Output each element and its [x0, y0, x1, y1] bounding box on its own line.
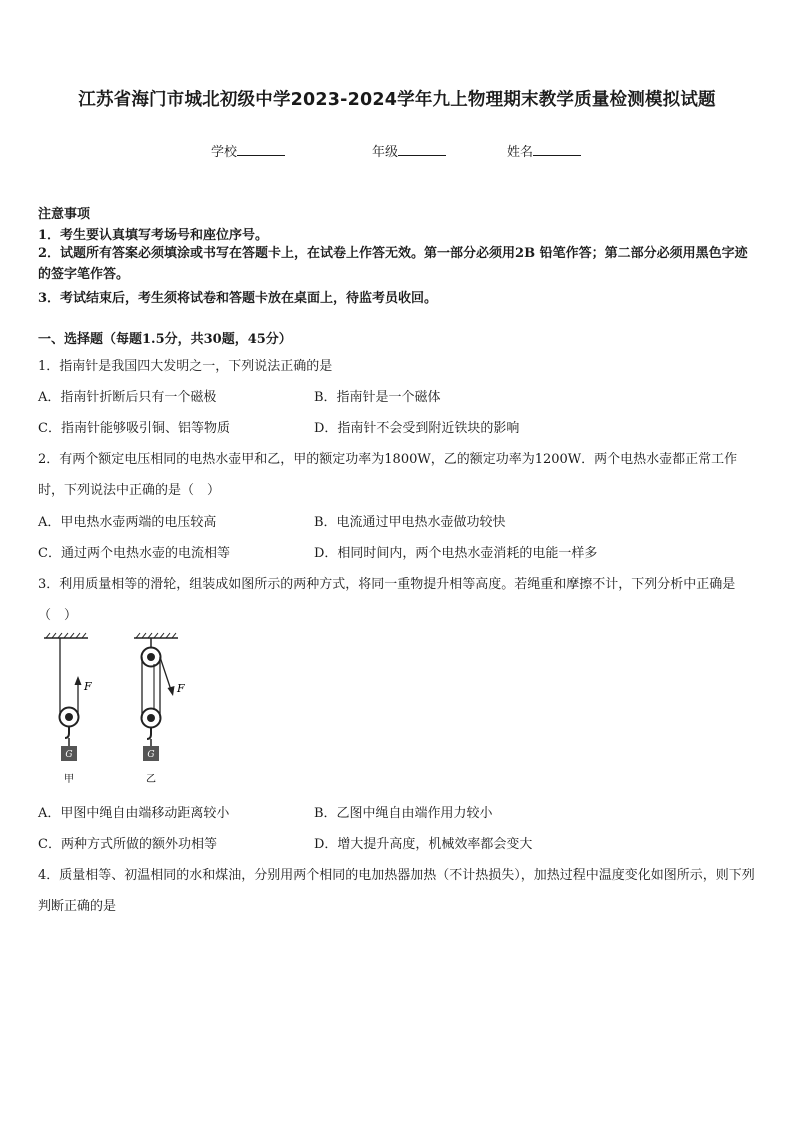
name-label: 姓名	[507, 145, 534, 160]
q1-option-c[interactable]: C．指南针能够吸引铜、铝等物质	[38, 421, 230, 436]
caption-yi: 乙	[146, 774, 156, 785]
school-blank[interactable]	[237, 143, 285, 156]
caption-jia: 甲	[64, 774, 74, 785]
q3-option-b[interactable]: B．乙图中绳自由端作用力较小	[314, 806, 493, 821]
q2-option-b[interactable]: B．电流通过甲电热水壶做功较快	[314, 515, 506, 530]
section-heading: 一、选择题（每题1.5分，共30题，45分）	[38, 332, 292, 347]
notes-item-2: 2．试题所有答案必须填涂或书写在答题卡上，在试卷上作答无效。第一部分必须用2B 铅笔作答；第二部分必须用黑色字迹的签字笔作答。	[38, 246, 748, 282]
question-4-stem: 4．质量相等、初温相同的水和煤油，分别用两个相同的电加热器加热（不计热损失），加热过程中温度变化如图所示，则下列判断正确的是	[38, 868, 755, 914]
q2-option-c[interactable]: C．通过两个电热水壶的电流相等	[38, 546, 230, 561]
weight-label-yi: G	[147, 750, 155, 760]
exam-title: 江苏省海门市城北初级中学2023-2024学年九上物理期末教学质量检测模拟试题	[78, 90, 716, 110]
school-label: 学校	[211, 145, 238, 160]
name-field[interactable]	[507, 141, 581, 160]
q1-option-d[interactable]: D．指南针不会受到附近铁块的影响	[314, 421, 520, 436]
grade-label: 年级	[372, 145, 399, 160]
grade-field[interactable]	[372, 141, 446, 160]
school-field[interactable]	[211, 141, 285, 160]
notes-heading: 注意事项	[38, 207, 91, 222]
pulley-setup-jia	[44, 633, 92, 785]
q2-option-a[interactable]: A．甲电热水壶两端的电压较高	[38, 515, 217, 530]
q1-option-b[interactable]: B．指南针是一个磁体	[314, 390, 441, 405]
question-2-stem: 2．有两个额定电压相同的电热水壶甲和乙，甲的额定功率为1800W，乙的额定功率为1200W．两个电热水壶都正常工作时，下列说法中正确的是（ ）	[38, 452, 738, 498]
weight-label-jia: G	[65, 750, 73, 760]
question-3-stem: 3．利用质量相等的滑轮，组装成如图所示的两种方式，将同一重物提升相等高度。若绳重和摩擦不计，下列分析中正确是（ ）	[38, 577, 736, 623]
notes-item-1: 1．考生要认真填写考场号和座位序号。	[38, 228, 269, 243]
q2-option-d[interactable]: D．相同时间内，两个电热水壶消耗的电能一样多	[314, 546, 598, 561]
notes-item-3: 3．考试结束后，考生须将试卷和答题卡放在桌面上，待监考员收回。	[38, 291, 438, 306]
force-label-jia: F	[84, 680, 92, 693]
pulley-setup-yi	[134, 633, 185, 785]
grade-blank[interactable]	[398, 143, 446, 156]
question-1-stem: 1．指南针是我国四大发明之一，下列说法正确的是	[38, 359, 333, 374]
q3-option-c[interactable]: C．两种方式所做的额外功相等	[38, 837, 217, 852]
q3-option-d[interactable]: D．增大提升高度，机械效率都会变大	[314, 837, 533, 852]
force-label-yi: F	[177, 682, 185, 695]
q3-option-a[interactable]: A．甲图中绳自由端移动距离较小	[38, 806, 230, 821]
q1-option-a[interactable]: A．指南针折断后只有一个磁极	[38, 390, 217, 405]
name-blank[interactable]	[533, 143, 581, 156]
pulley-figure	[36, 630, 196, 790]
